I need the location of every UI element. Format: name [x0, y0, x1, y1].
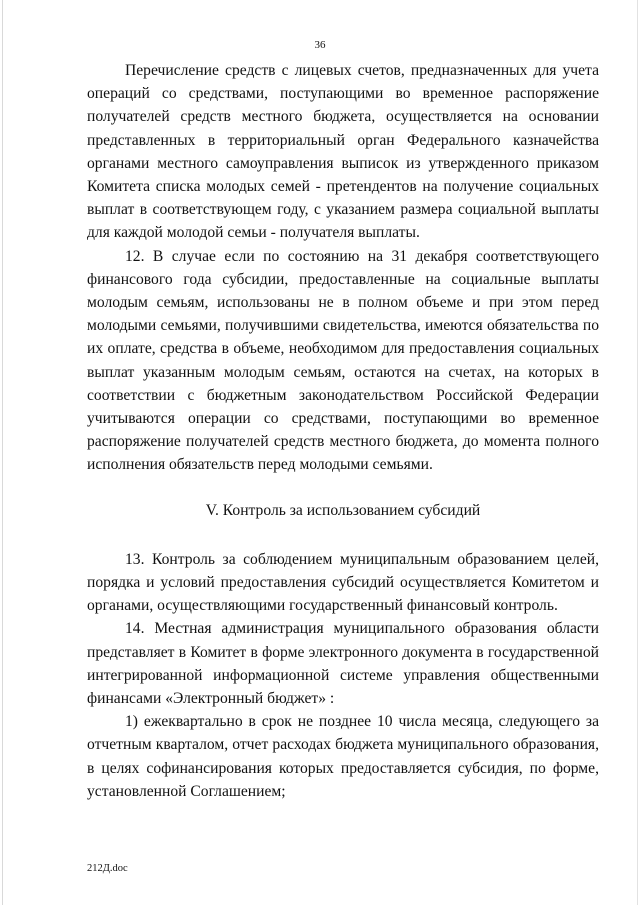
- paragraph-14: 14. Местная администрация муниципального образования области представляет в Комитет в форме электронного документа в государственной интегрированной информационной системе управления общественными финансами «Электронный бюджет» :: [87, 620, 599, 708]
- paragraph-14-item-1: 1) ежеквартально в срок не позднее 10 числа месяца, следующего за отчетным кварталом, отчет расходах бюджета муниципального образования, в целях софинансирования которых предоставляется субсидия, по форме, установленной Соглашением;: [87, 713, 599, 800]
- scan-edge-right: [637, 0, 638, 905]
- paragraph-transfer-of-funds: Перечисление средств с лицевых счетов, предназначенных для учета операций со средствами, поступающими во временное распоряжение получателей средств местного бюджета, осуществляется на основании представленных в территориальный орган Федерального казначейства органами местного самоуправления выписок из утвержденного приказом Комитета списка молодых семей - претендентов на получение социальных выплат в соответствующем году, с указанием размера социальной выплаты для каждой молодой семьи - получателя выплаты.: [87, 62, 599, 242]
- document-body: [87, 59, 599, 803]
- scan-edge-left: [2, 0, 3, 905]
- paragraph-13: 13. Контроль за соблюдением муниципальным образованием целей, порядка и условий предоставления субсидий осуществляется Комитетом и органами, осуществляющими государственный финансовый контроль.: [87, 550, 599, 615]
- footer-filename: 212Д.doc: [87, 863, 128, 874]
- section-heading: V. Контроль за использованием субсидий: [205, 501, 481, 519]
- paragraph-12: 12. В случае если по состоянию на 31 декабря соответствующего финансового года субсидии, предоставленные на социальные выплаты молодым семьям, использованы не в полном объеме и при этом перед молодыми семьями, получившими свидетельства, имеются обязательства по их оплате, средства в объеме, необходимом для предоставления социальных выплат указанным молодым семьям, остаются на счетах, на которых в соответствии с бюджетным законодательством Российской Федерации учитываются операции со средствами, поступающими во временное распоряжение получателей средств местного бюджета, до момента полного исполнения обязательств перед молодыми семьями.: [87, 247, 599, 474]
- page-number: 36: [314, 39, 326, 51]
